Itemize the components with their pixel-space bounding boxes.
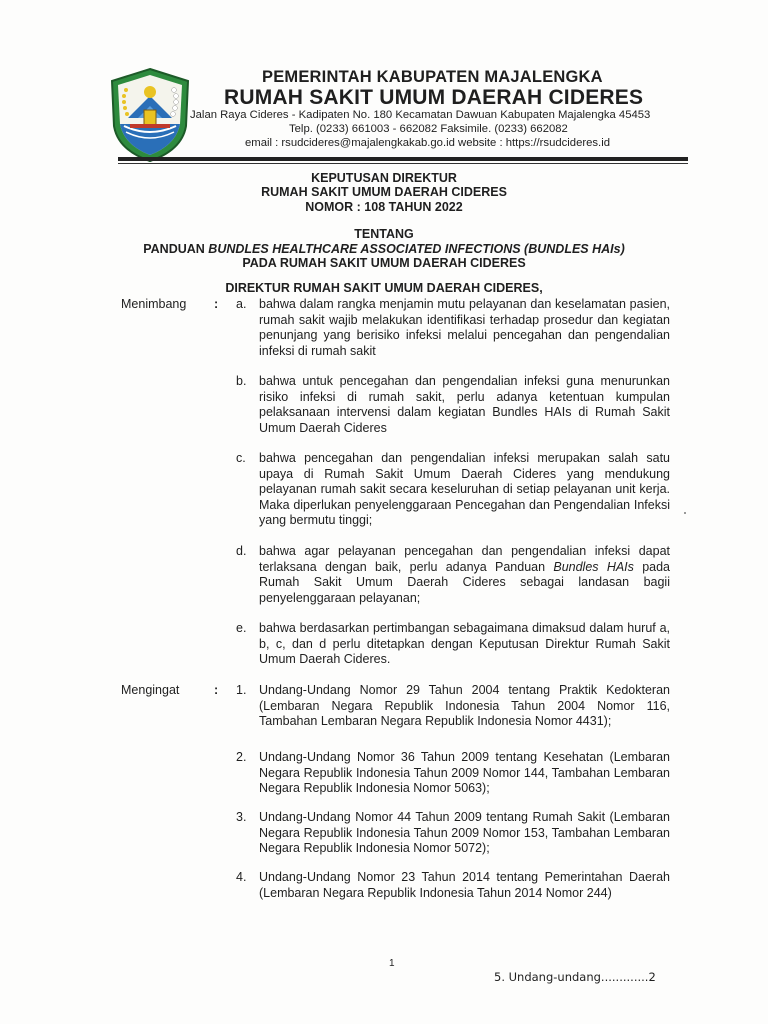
contact-line: email : rsudcideres@majalengkakab.go.id website : https://rsudcideres.id bbox=[245, 137, 610, 149]
menimbang-mark-d: d. bbox=[236, 544, 247, 558]
menimbang-item-d bbox=[259, 544, 670, 606]
mengingat-item-1: Undang-Undang Nomor 29 Tahun 2004 tentang Praktik Kedokteran (Lembaran Negara Republik Indonesia Tahun 2004 Nomor 116, Tambahan Lembaran Negara Republik Indonesia Nomor 4431); bbox=[259, 683, 670, 729]
menimbang-item-a: bahwa dalam rangka menjamin mutu pelayanan dan keselamatan pasien, rumah sakit wajib melakukan identifikasi terhadap prosedur dan kegiatan penunjang yang berisiko infeksi melalui pencegahan dan pengendalian infeksi di rumah sakit bbox=[259, 297, 670, 358]
menimbang-mark-a: a. bbox=[236, 297, 247, 311]
letterhead bbox=[0, 0, 768, 180]
subject-italic: BUNDLES HEALTHCARE ASSOCIATED INFECTIONS (BUNDLES HAIs) bbox=[208, 242, 625, 256]
decree-number: NOMOR : 108 TAHUN 2022 bbox=[305, 200, 463, 214]
next-page-reference: 5. Undang-undang.............2 bbox=[494, 970, 656, 984]
item-d-text-before: bahwa agar pelayanan pencegahan dan pengendalian infeksi dapat terlaksana dengan baik, perlu adanya Panduan bbox=[259, 544, 670, 574]
menimbang-colon: : bbox=[214, 297, 219, 311]
item-d-text-after: pada Rumah Sakit Umum Daerah Cideres sebagai landasan bagii penyelenggaraan pelayanan; bbox=[259, 559, 670, 605]
phone-line: Telp. (0233) 661003 - 662082 Faksimile. (0233) 662082 bbox=[289, 123, 568, 135]
government-name: PEMERINTAH KABUPATEN MAJALENGKA bbox=[262, 68, 603, 86]
mengingat-colon: : bbox=[214, 683, 219, 697]
hospital-name: RUMAH SAKIT UMUM DAERAH CIDERES bbox=[224, 86, 644, 109]
menimbang-mark-c: c. bbox=[236, 451, 246, 465]
mengingat-item-4: Undang-Undang Nomor 23 Tahun 2014 tentang Pemerintahan Daerah (Lembaran Negara Republik Indonesia Tahun 2014 Nomor 244) bbox=[259, 870, 670, 900]
scan-speck bbox=[684, 512, 686, 514]
mengingat-mark-4: 4. bbox=[236, 870, 247, 884]
address-line: Jalan Raya Cideres - Kadipaten No. 180 Kecamatan Dawuan Kabupaten Majalengka 45453 bbox=[190, 109, 651, 121]
page-number: 1 bbox=[389, 958, 395, 969]
decree-issuer: DIREKTUR RUMAH SAKIT UMUM DAERAH CIDERES, bbox=[225, 281, 543, 295]
mengingat-mark-1: 1. bbox=[236, 683, 247, 697]
mengingat-item-3: Undang-Undang Nomor 44 Tahun 2009 tentang Rumah Sakit (Lembaran Negara Republik Indonesia Tahun 2009 Nomor 153, Tambahan Lembaran Negara Republik Indonesia Nomor 5072); bbox=[259, 810, 670, 856]
decree-subject-line2: PADA RUMAH SAKIT UMUM DAERAH CIDERES bbox=[242, 256, 526, 270]
letterhead-rule-thin bbox=[118, 163, 688, 164]
mengingat-mark-2: 2. bbox=[236, 750, 247, 764]
menimbang-item-e: bahwa berdasarkan pertimbangan sebagaimana dimaksud dalam huruf a, b, c, dan d perlu ditetapkan dengan Keputusan Direktur Rumah Sakit Umum Daerah Cideres. bbox=[259, 621, 670, 667]
decree-title: KEPUTUSAN DIREKTUR bbox=[311, 171, 457, 185]
menimbang-item-c: bahwa pencegahan dan pengendalian infeksi merupakan salah satu upaya di Rumah Sakit Umum Daerah Cideres yang mendukung pelayanan rumah sakit secara keseluruhan di setiap pelayanan unit kerja. Maka diperlukan penyelenggaraan Pencegahan dan Pengendalian Infeksi yang bermutu tinggi; bbox=[259, 451, 670, 528]
decree-subject bbox=[0, 242, 768, 256]
item-d-text-italic: Bundles HAIs bbox=[553, 559, 634, 574]
mengingat-label: Mengingat bbox=[121, 683, 180, 697]
decree-about: TENTANG bbox=[354, 227, 414, 241]
majalengka-emblem-icon bbox=[108, 66, 192, 164]
menimbang-item-b: bahwa untuk pencegahan dan pengendalian infeksi guna menurunkan risiko infeksi di rumah sakit, perlu adanya ketentuan kumpulan pelaksanaan intervensi dalam kegiatan Bundles HAIs di Rumah Sakit Umum Daerah Cideres bbox=[259, 374, 670, 435]
decree-issuer-org: RUMAH SAKIT UMUM DAERAH CIDERES bbox=[261, 185, 507, 199]
mengingat-mark-3: 3. bbox=[236, 810, 247, 824]
menimbang-label: Menimbang bbox=[121, 297, 187, 311]
menimbang-mark-b: b. bbox=[236, 374, 247, 388]
menimbang-mark-e: e. bbox=[236, 621, 247, 635]
letterhead-rule-thick bbox=[118, 157, 688, 161]
subject-prefix: PANDUAN bbox=[143, 242, 209, 256]
mengingat-item-2: Undang-Undang Nomor 36 Tahun 2009 tentang Kesehatan (Lembaran Negara Republik Indonesia Tahun 2009 Nomor 144, Tambahan Lembaran Negara Republik Indonesia Nomor 5063); bbox=[259, 750, 670, 796]
